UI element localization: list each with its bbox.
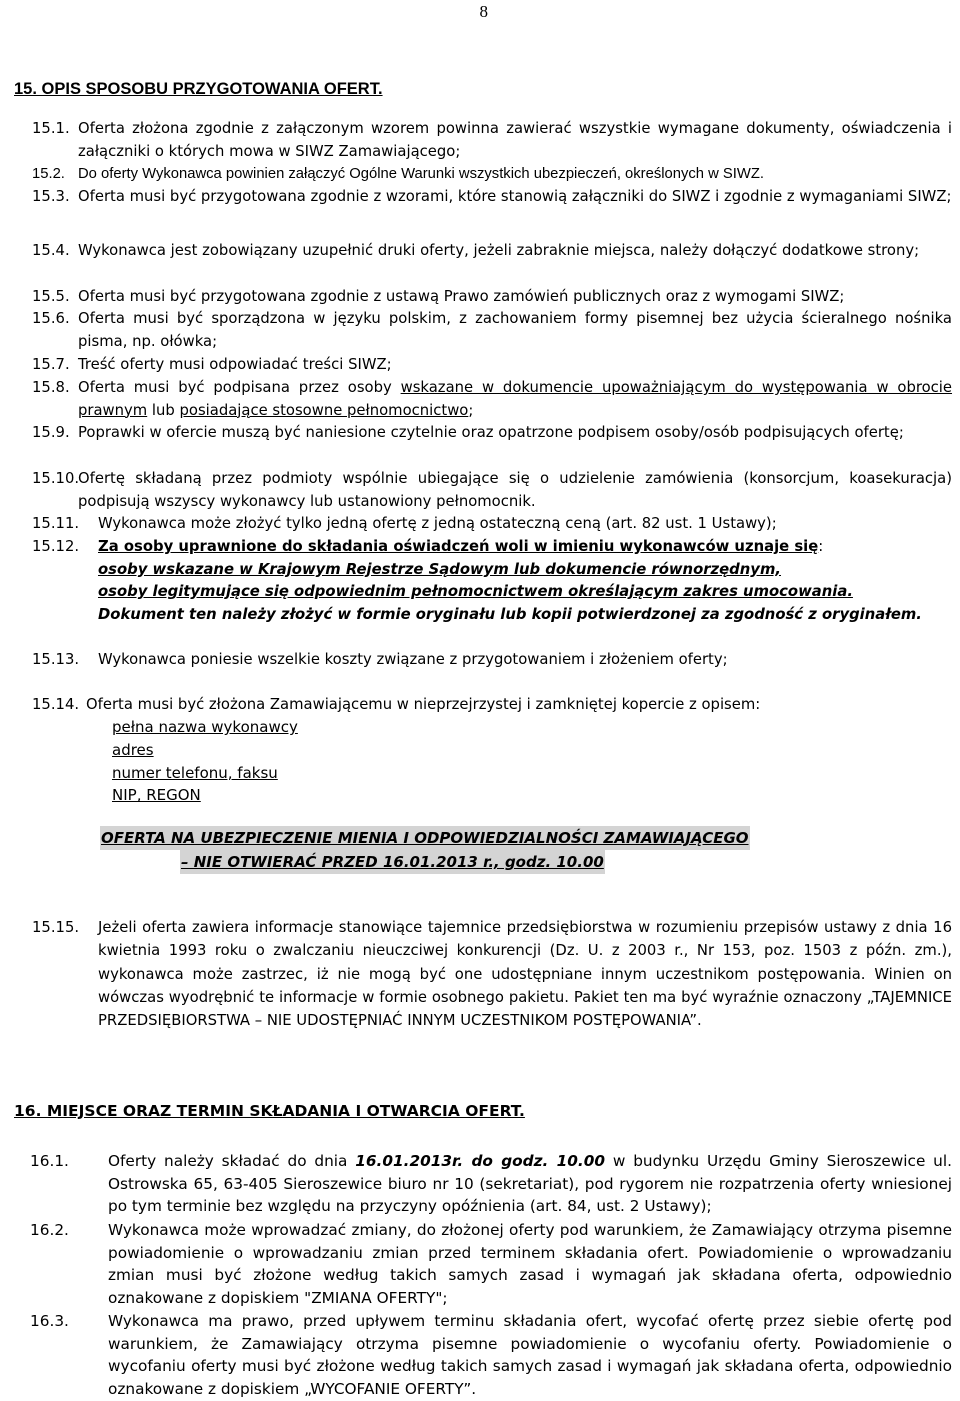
deadline-date: 16.01.2013r. do godz. 10.00 xyxy=(355,1152,606,1170)
list-item-15-7: 15.7. Treść oferty musi odpowiadać treści SIWZ; xyxy=(32,356,392,373)
item-line-2: osoby legitymujące się odpowiednim pełnomocnictwem określającym zakres umocowania. xyxy=(98,583,853,601)
list-item-15-14: 15.14. Oferta musi być złożona Zamawiającemu w nieprzejrzystej i zamkniętej kopercie z opisem: xyxy=(32,696,761,713)
list-item-16-2: 16.2. Wykonawca może wprowadzać zmiany, do złożonej oferty pod warunkiem, że Zamawiający otrzyma pisemne powiadomienie o wprowadzaniu zmian przed terminem składania ofert. Powiadomienie o wprowadzaniu zmian musi być złożone według takich samych zasad i wymagań jak składana oferta, odpowiednio oznakowane z dopiskiem "ZMIANA OFERTY"; xyxy=(30,1221,952,1308)
list-item-15-4: 15.4. Wykonawca jest zobowiązany uzupełnić druki oferty, jeżeli zabraknie miejsca, należy dołączyć dodatkowe strony; xyxy=(32,242,920,259)
list-item-15-13: 15.13. Wykonawca poniesie wszelkie koszty związane z przygotowaniem i złożeniem oferty; xyxy=(32,651,728,668)
envelope-line: pełna nazwa wykonawcy xyxy=(112,718,298,736)
envelope-line: numer telefonu, faksu xyxy=(112,763,278,782)
list-item-15-15: 15.15. Jeżeli oferta zawiera informacje stanowiące tajemnice przedsiębiorstwa w rozumieniu przepisów ustawy z dnia 16 kwietnia 1993 roku o zwalczaniu nieuczciwej konkurencji (Dz. U. z 2003 r., Nr 153, poz. 1503 z późn. zm.), wykonawca może zastrzec, iż nie mogą być one udostępniane innym uczestnikom postępowania. Winien on wówczas wyodrębnić te informacje w formie osobnego pakietu. Pakiet ten ma być wyraźnie oznaczony „TAJEMNICE PRZEDSIĘBIORSTWA – NIE UDOSTĘPNIAĆ INNYM UCZESTNIKOM POSTĘPOWANIA”. xyxy=(32,919,952,1030)
envelope-description xyxy=(112,716,298,807)
list-item-15-12: 15.12. Za osoby uprawnione do składania oświadczeń woli w imieniu wykonawców uznaje się: osoby wskazane w Krajowym Rejestrze Sądowym lub dokumencie równorzędnym, osoby legitymujące się odpowiednim pełnomocnictwem określającym zakres umocowania. Dokument ten należy złożyć w formie oryginału lub kopii potwierdzonej za zgodność z oryginałem. xyxy=(32,538,922,623)
underlined-text: wskazane w dokumencie upoważniającym do występowania w obrocie prawnym xyxy=(78,379,953,419)
list-item-15-1: 15.1. Oferta złożona zgodnie z załączonym wzorem powinna zawierać wszystkie wymagane dokumenty, oświadczenia i załączniki o których mowa w SIWZ Zamawiającego; xyxy=(32,120,952,160)
section-15-heading: 15. OPIS SPOSOBU PRZYGOTOWANIA OFERT. xyxy=(14,80,383,98)
list-item-15-8: 15.8. Oferta musi być podpisana przez osoby wskazane w dokumencie upoważniającym do występowania w obrocie prawnym lub posiadające stosowne pełnomocnictwo; xyxy=(32,379,953,419)
list-item-15-9: 15.9. Poprawki w ofercie muszą być naniesione czytelnie oraz opatrzone podpisem osoby/osób podpisujących ofertę; xyxy=(32,424,904,441)
list-item-15-11: 15.11. Wykonawca może złożyć tylko jedną ofertę z jedną ostateczną ceną (art. 82 ust. 1 Ustawy); xyxy=(32,515,777,532)
list-item-15-10: 15.10. Ofertę składaną przez podmioty wspólnie ubiegające się o udzielenie zamówienia (konsorcjum, koasekuracja) podpisują wszyscy wykonawcy lub ustanowiony pełnomocnik. xyxy=(32,470,952,510)
envelope-banner xyxy=(100,826,750,874)
banner-line-2: – NIE OTWIERAĆ PRZED 16.01.2013 r., godz. 10.00 xyxy=(180,850,605,874)
list-item-15-5: 15.5. Oferta musi być przygotowana zgodnie z ustawą Prawo zamówień publicznych oraz z wymogami SIWZ; xyxy=(32,288,845,305)
list-item-15-3: 15.3. Oferta musi być przygotowana zgodnie z wzorami, które stanowią załączniki do SIWZ i zgodnie z wymaganiami SIWZ; xyxy=(32,188,952,205)
list-item-15-6: 15.6. Oferta musi być sporządzona w języku polskim, z zachowaniem formy pisemnej bez użycia ścieralnego nośnika pisma, np. ołówka; xyxy=(32,310,952,350)
list-item-15-2: 15.2. Do oferty Wykonawca powinien załączyć Ogólne Warunki wszystkich ubezpieczeń, określonych w SIWZ. xyxy=(32,166,764,182)
list-item-16-1: 16.1. Oferty należy składać do dnia 16.01.2013r. do godz. 10.00 w budynku Urzędu Gminy Sieroszewice ul. Ostrowska 65, 63-405 Sieroszewice biuro nr 10 (sekretariat), pod rygorem nie rozpatrzenia oferty wniesionej po tym terminie bez względu na przyczyny opóźnienia (art. 84, ust. 2 Ustawy); xyxy=(30,1152,952,1216)
section-16-heading: 16. MIEJSCE ORAZ TERMIN SKŁADANIA I OTWARCIA OFERT. xyxy=(14,1102,525,1120)
item-lead: Za osoby uprawnione do składania oświadczeń woli w imieniu wykonawców uznaje się xyxy=(98,538,819,555)
item-line-1: osoby wskazane w Krajowym Rejestrze Sądowym lub dokumencie równorzędnym, xyxy=(98,560,781,578)
list-item-16-3: 16.3. Wykonawca ma prawo, przed upływem terminu składania ofert, wycofać ofertę przez siebie ofertę pod warunkiem, że Zamawiający otrzyma pisemne powiadomienie o wycofaniu oferty. Powiadomienie o wycofaniu oferty musi być złożone według takich samych zasad i wymagań jak składana oferta, odpowiednio oznakowane z dopiskiem „WYCOFANIE OFERTY”. xyxy=(30,1312,952,1399)
envelope-line: NIP, REGON xyxy=(112,786,201,805)
envelope-line: adres xyxy=(112,740,154,759)
banner-line-1: OFERTA NA UBEZPIECZENIE MIENIA I ODPOWIEDZIALNOŚCI ZAMAWIAJĄCEGO xyxy=(100,826,750,850)
item-line-3: Dokument ten należy złożyć w formie oryginału lub kopii potwierdzonej za zgodność z oryginałem. xyxy=(98,605,922,623)
underlined-text: posiadające stosowne pełnomocnictwo xyxy=(179,401,469,419)
page-number: 8 xyxy=(479,2,488,21)
